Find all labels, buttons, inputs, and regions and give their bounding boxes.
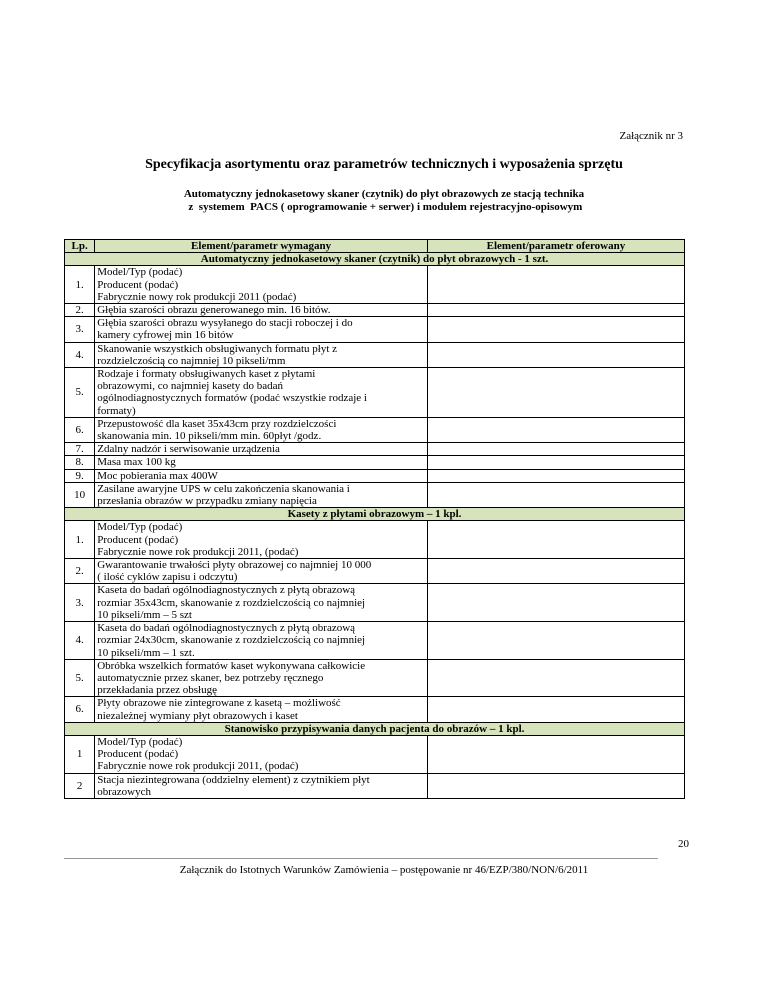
required-parameter	[95, 456, 428, 469]
table-row	[65, 469, 685, 482]
subtitle-line: Automatyczny jednokasetowy skaner (czytnik) do płyt obrazowych ze stacją technika	[183, 188, 585, 200]
section-title: Stanowisko przypisywania danych pacjenta do obrazów – 1 kpl.	[65, 722, 685, 735]
table-row	[65, 482, 685, 507]
section-title: Kasety z płytami obrazowym – 1 kpl.	[65, 508, 685, 521]
parameter-line: Model/Typ (podać)	[97, 735, 183, 748]
row-number: 6.	[65, 417, 95, 442]
parameter-line: Rodzaje i formaty obsługiwanych kaset z płytami	[97, 368, 316, 381]
footer-divider	[64, 858, 658, 859]
row-number: 2.	[65, 559, 95, 584]
section-row	[65, 253, 685, 266]
required-parameter	[95, 559, 428, 584]
specification-table	[64, 239, 685, 799]
required-parameter	[95, 735, 428, 773]
required-parameter	[95, 697, 428, 722]
page-number: 20	[678, 838, 689, 850]
header-element: Element/parametr wymagany	[95, 240, 428, 253]
parameter-line: Fabrycznie nowy rok produkcji 2011 (podać)	[97, 290, 297, 303]
document-title: Specyfikacja asortymentu oraz parametrów technicznych i wyposażenia sprzętu	[145, 157, 623, 172]
offered-parameter-cell[interactable]	[427, 417, 684, 442]
offered-parameter-cell[interactable]	[427, 342, 684, 367]
parameter-line: Zasilane awaryjne UPS w celu zakończenia skanowania i	[97, 482, 350, 495]
document-subtitle	[0, 188, 768, 214]
parameter-line: formaty)	[97, 404, 136, 417]
parameter-line: Kaseta do badań ogólnodiagnostycznych z płytą obrazową	[97, 584, 356, 597]
row-number: 6.	[65, 697, 95, 722]
parameter-line: rozmiar 35x43cm, skanowanie z rozdzielczością co najmniej	[97, 596, 366, 609]
parameter-line: Model/Typ (podać)	[97, 266, 183, 279]
offered-parameter-cell[interactable]	[427, 584, 684, 622]
required-parameter	[95, 659, 428, 697]
row-number: 7.	[65, 443, 95, 456]
required-parameter	[95, 482, 428, 507]
offered-parameter-cell[interactable]	[427, 368, 684, 418]
parameter-line: Głębia szarości obrazu generowanego min. 16 bitów.	[97, 304, 331, 317]
offered-parameter-cell[interactable]	[427, 317, 684, 342]
row-number: 1.	[65, 521, 95, 559]
table-row	[65, 317, 685, 342]
header-lp: Lp.	[65, 240, 95, 253]
offered-parameter-cell[interactable]	[427, 559, 684, 584]
row-number: 1	[65, 735, 95, 773]
table-row	[65, 443, 685, 456]
offered-parameter-cell[interactable]	[427, 304, 684, 317]
parameter-line: automatycznie przez skaner, bez potrzeby ręcznego	[97, 671, 324, 684]
table-row	[65, 659, 685, 697]
parameter-line: niezależnej wymiany płyt obrazowych i kaset	[97, 709, 298, 722]
row-number: 5.	[65, 368, 95, 418]
row-number: 2.	[65, 304, 95, 317]
offered-parameter-cell[interactable]	[427, 622, 684, 660]
offered-parameter-cell[interactable]	[427, 443, 684, 456]
offered-parameter-cell[interactable]	[427, 469, 684, 482]
parameter-line: przesłania obrazów w przypadku zmiany napięcia	[97, 495, 317, 508]
parameter-line: 10 pikseli/mm – 5 szt	[97, 608, 192, 621]
parameter-line: rozdzielczością co najmniej 10 pikseli/mm	[97, 354, 286, 367]
offered-parameter-cell[interactable]	[427, 456, 684, 469]
row-number: 2	[65, 773, 95, 798]
offered-parameter-cell[interactable]	[427, 521, 684, 559]
row-number: 9.	[65, 469, 95, 482]
row-number: 1.	[65, 266, 95, 304]
required-parameter	[95, 622, 428, 660]
required-parameter	[95, 773, 428, 798]
parameter-line: Stacja niezintegrowana (oddzielny element) z czytnikiem płyt	[97, 773, 370, 786]
offered-parameter-cell[interactable]	[427, 697, 684, 722]
row-number: 3.	[65, 317, 95, 342]
table-row	[65, 773, 685, 798]
page-footer: Załącznik do Istotnych Warunków Zamówienia – postępowanie nr 46/EZP/380/NON/6/2011	[179, 864, 589, 876]
parameter-line: Głębia szarości obrazu wysyłanego do stacji roboczej i do	[97, 317, 353, 330]
section-row	[65, 508, 685, 521]
required-parameter	[95, 417, 428, 442]
row-number: 4.	[65, 622, 95, 660]
required-parameter	[95, 584, 428, 622]
offered-parameter-cell[interactable]	[427, 735, 684, 773]
parameter-line: kamery cyfrowej min 16 bitów	[97, 329, 234, 342]
table-row	[65, 266, 685, 304]
parameter-line: Przepustowość dla kaset 35x43cm przy rozdzielczości	[97, 417, 337, 430]
table-row	[65, 559, 685, 584]
required-parameter	[95, 342, 428, 367]
parameter-line: obrazowych	[97, 785, 151, 798]
parameter-line: ( ilość cyklów zapisu i odczytu)	[97, 571, 238, 584]
parameter-line: Płyty obrazowe nie zintegrowane z kasetą – możliwość	[97, 697, 341, 710]
parameter-line: Kaseta do badań ogólnodiagnostycznych z płytą obrazową	[97, 622, 356, 635]
parameter-line: Obróbka wszelkich formatów kaset wykonywana całkowicie	[97, 659, 366, 672]
subtitle-line: z systemem PACS ( oprogramowanie + serwer) i modułem rejestracyjno-opisowym	[185, 201, 583, 213]
table-row	[65, 304, 685, 317]
parameter-line: Model/Typ (podać)	[97, 521, 183, 534]
required-parameter	[95, 521, 428, 559]
required-parameter	[95, 443, 428, 456]
parameter-line: skanowania min. 10 pikseli/mm min. 60płyt /godz.	[97, 430, 322, 443]
parameter-line: rozmiar 24x30cm, skanowanie z rozdzielczością co najmniej	[97, 634, 366, 647]
parameter-line: Producent (podać)	[97, 533, 179, 546]
row-number: 4.	[65, 342, 95, 367]
table-header-row	[65, 240, 685, 253]
parameter-line: Fabrycznie nowe rok produkcji 2011, (podać)	[97, 545, 299, 558]
parameter-line: 10 pikseli/mm – 1 szt.	[97, 646, 195, 659]
required-parameter	[95, 266, 428, 304]
table-row	[65, 584, 685, 622]
table-row	[65, 622, 685, 660]
table-row	[65, 521, 685, 559]
table-row	[65, 735, 685, 773]
required-parameter	[95, 368, 428, 418]
header-offered: Element/parametr oferowany	[427, 240, 684, 253]
table-row	[65, 342, 685, 367]
row-number: 8.	[65, 456, 95, 469]
parameter-line: ogólnodiagnostycznych formatów (podać wszystkie rodzaje i	[97, 392, 367, 405]
parameter-line: Producent (podać)	[97, 748, 179, 761]
row-number: 10	[65, 482, 95, 507]
offered-parameter-cell[interactable]	[427, 482, 684, 507]
offered-parameter-cell[interactable]	[427, 659, 684, 697]
required-parameter	[95, 469, 428, 482]
table-row	[65, 697, 685, 722]
table-row	[65, 417, 685, 442]
parameter-line: Masa max 100 kg	[97, 456, 176, 469]
parameter-line: Zdalny nadzór i serwisowanie urządzenia	[97, 443, 280, 456]
parameter-line: Skanowanie wszystkich obsługiwanych formatu płyt z	[97, 342, 338, 355]
parameter-line: Moc pobierania max 400W	[97, 469, 218, 482]
parameter-line: obrazowymi, co najmniej kasety do badań	[97, 380, 283, 393]
required-parameter	[95, 304, 428, 317]
section-row	[65, 722, 685, 735]
parameter-line: Producent (podać)	[97, 278, 179, 291]
annex-label: Załącznik nr 3	[619, 130, 683, 142]
parameter-line: przekładania przez obsługę	[97, 684, 217, 697]
row-number: 5.	[65, 659, 95, 697]
table-row	[65, 368, 685, 418]
required-parameter	[95, 317, 428, 342]
section-title: Automatyczny jednokasetowy skaner (czytnik) do płyt obrazowych - 1 szt.	[65, 253, 685, 266]
offered-parameter-cell[interactable]	[427, 266, 684, 304]
parameter-line: Fabrycznie nowe rok produkcji 2011, (podać)	[97, 760, 299, 773]
row-number: 3.	[65, 584, 95, 622]
offered-parameter-cell[interactable]	[427, 773, 684, 798]
table-row	[65, 456, 685, 469]
parameter-line: Gwarantowanie trwałości płyty obrazowej co najmniej 10 000	[97, 559, 372, 572]
